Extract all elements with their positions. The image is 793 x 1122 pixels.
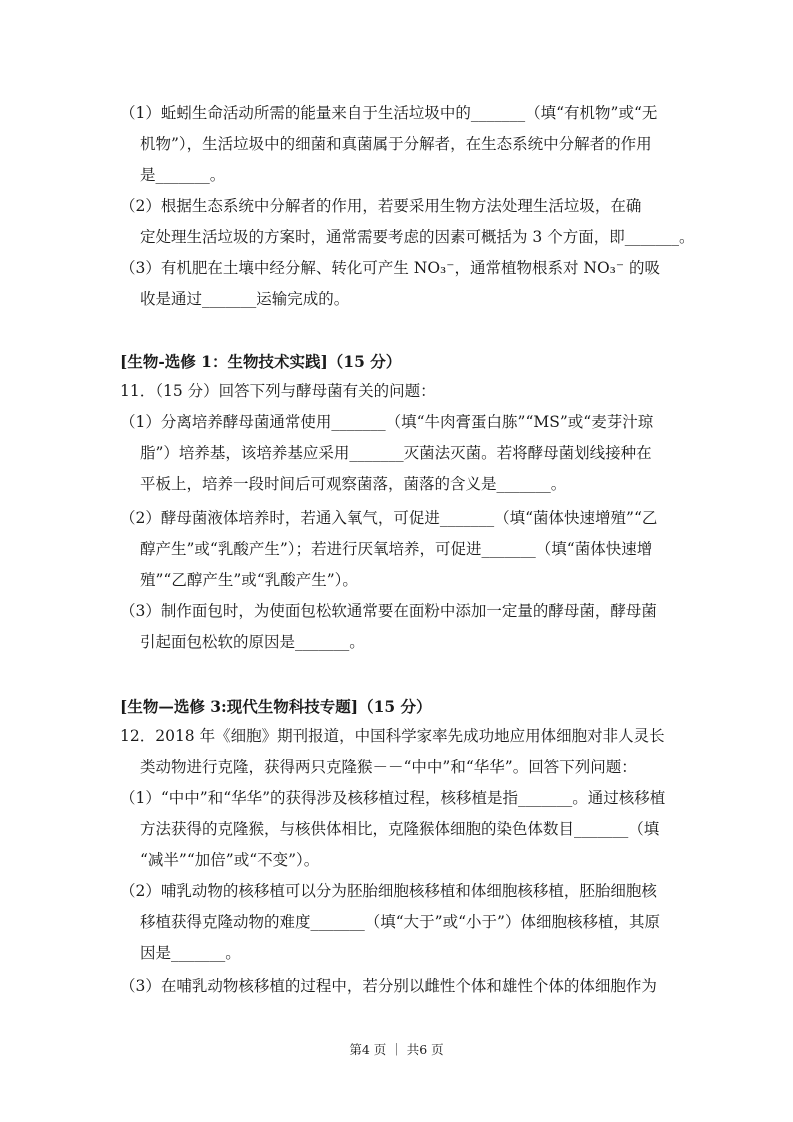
text-line: 移植获得克隆动物的难度_______（填“大于”或“小于”）体细胞核移植，其原 [140,913,660,931]
text-line: （3）制作面包时，为使面包松软通常要在面粉中添加一定量的酵母菌，酵母菌 [120,602,657,620]
text-line: （2）哺乳动物的核移植可以分为胚胎细胞核移植和体细胞核移植，胚胎细胞核 [120,882,657,900]
text-line: 机物”），生活垃圾中的细菌和真菌属于分解者，在生态系统中分解者的作用 [140,135,652,153]
text-line: 是_______。 [140,166,226,184]
text-line: （1）分离培养酵母菌通常使用_______（填“牛肉膏蛋白胨”“MS”或“麦芽汁琼 [120,413,654,431]
text-line: 定处理生活垃圾的方案时，通常需要考虑的因素可概括为 3 个方面，即_______。 [140,228,695,246]
section-heading: [生物-选修 1：生物技术实践]（15 分） [120,352,402,371]
text-line: （1）蚯蚓生命活动所需的能量来自于生活垃圾中的_______（填“有机物”或“无 [120,104,658,122]
text-line: 引起面包松软的原因是_______。 [140,633,365,651]
question-stem: 12．2018 年《细胞》期刊报道，中国科学家率先成功地应用体细胞对非人灵长 [120,727,665,745]
text-line: （3）在哺乳动物核移植的过程中，若分别以雌性个体和雄性个体的体细胞作为 [120,977,657,995]
text-line: 因是_______。 [140,944,241,962]
text-line: 醇产生”或“乳酸产生”）；若进行厌氧培养，可促进_______（填“菌体快速增 [140,540,653,558]
text-line: 类动物进行克隆，获得两只克隆猴－－“中中”和“华华”。回答下列问题： [140,758,637,776]
text-line: 脂”）培养基，该培养基应采用_______灭菌法灭菌。若将酵母菌划线接种在 [140,444,652,462]
text-line: （2）酵母菌液体培养时，若通入氧气，可促进_______（填“菌体快速增殖”“乙 [120,509,658,527]
text-line: （2）根据生态系统中分解者的作用，若要采用生物方法处理生活垃圾，在确 [120,197,642,215]
page-footer: 第4 页 ｜ 共6 页 [349,1042,444,1057]
text-line: 平板上，培养一段时间后可观察菌落，菌落的含义是_______。 [140,475,567,493]
section-heading: [生物—选修 3:现代生物科技专题]（15 分） [120,697,432,716]
text-line: （1）“中中”和“华华”的获得涉及核移植过程，核移植是指_______。通过核移植 [120,789,666,807]
question-stem: 11．（15 分）回答下列与酵母菌有关的问题： [120,382,436,400]
text-line: 收是通过_______运输完成的。 [140,290,350,308]
text-line: 方法获得的克隆猴，与核供体相比，克隆猴体细胞的染色体数目_______（填 [140,820,660,838]
text-line: “减半”“加倍”或“不变”）。 [140,851,320,869]
text-line: （3）有机肥在土壤中经分解、转化可产生 NO₃⁻，通常植物根系对 NO₃⁻ 的吸 [120,259,660,277]
text-line: 殖”“乙醇产生”或“乳酸产生”）。 [140,571,358,589]
